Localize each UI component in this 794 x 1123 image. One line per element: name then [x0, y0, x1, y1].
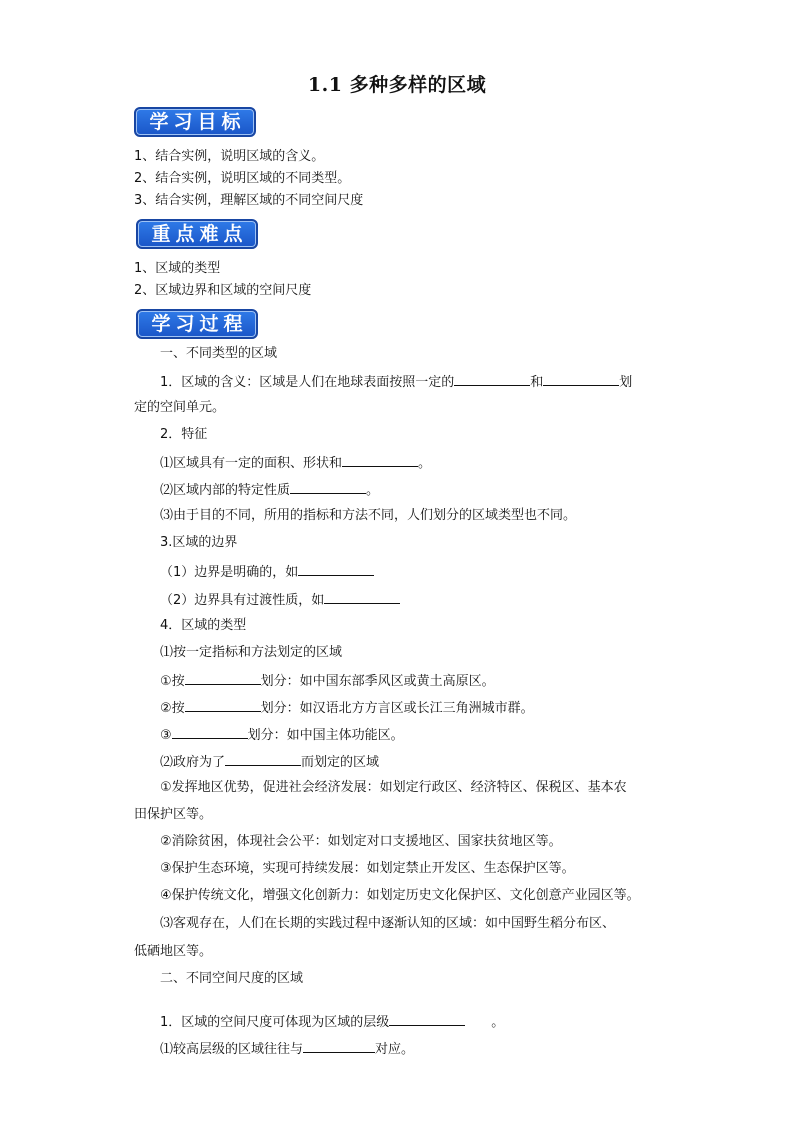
goal-item: 1、结合实例，说明区域的含义。 — [134, 149, 325, 164]
fill-blank[interactable] — [185, 672, 261, 685]
keypoint-item: 2、区域边界和区域的空间尺度 — [134, 283, 312, 298]
text-line: 3.区域的边界 — [160, 535, 238, 550]
fill-blank[interactable] — [225, 753, 301, 766]
fill-blank[interactable] — [342, 454, 418, 467]
goal-item: 3、结合实例，理解区域的不同空间尺度 — [134, 193, 364, 208]
text-line: ⑵区域内部的特定性质 。 — [160, 483, 380, 498]
page-title: 1.1 多种多样的区域 — [307, 74, 487, 96]
fill-blank[interactable] — [172, 726, 248, 739]
text-line: ②消除贫困，体现社会公平：如划定对口支援地区、国家扶贫地区等。 — [160, 834, 562, 849]
text-line: 田保护区等。 — [134, 807, 213, 822]
fill-blank[interactable] — [298, 563, 374, 576]
text-line: ①发挥地区优势，促进社会经济发展：如划定行政区、经济特区、保税区、基本农 — [160, 780, 627, 795]
fill-blank[interactable] — [290, 481, 366, 494]
section-badge-process: 学习过程 — [136, 309, 258, 339]
text-line: 定的空间单元。 — [134, 400, 226, 415]
goal-item: 2、结合实例，说明区域的不同类型。 — [134, 171, 351, 186]
text-line: 低硒地区等。 — [134, 944, 213, 959]
text-line: ①按 划分：如中国东部季风区或黄土高原区。 — [160, 674, 495, 689]
text-line: （1）边界是明确的，如 — [160, 563, 374, 581]
section-badge-goals: 学习目标 — [134, 107, 256, 137]
heading-1: 一、不同类型的区域 — [160, 346, 278, 361]
text-line: ③ 划分：如中国主体功能区。 — [160, 728, 404, 743]
text-line: 4．区域的类型 — [160, 618, 247, 633]
text-line: ⑶由于目的不同，所用的指标和方法不同，人们划分的区域类型也不同。 — [160, 508, 577, 523]
text-line: 2．特征 — [160, 427, 208, 442]
text-line: ④保护传统文化，增强文化创新力：如划定历史文化保护区、文化创意产业园区等。 — [160, 888, 640, 903]
text-line: （2）边界具有过渡性质，如 — [160, 591, 400, 609]
keypoint-item: 1、区域的类型 — [134, 261, 221, 276]
text-line: ⑴区域具有一定的面积、形状和 。 — [160, 456, 432, 471]
text-line: ⑴较高层级的区域往往与 对应。 — [160, 1042, 415, 1057]
text-line: 1．区域的含义：区域是人们在地球表面按照一定的 和 划 — [160, 375, 633, 390]
text-line: ③保护生态环境，实现可持续发展：如划定禁止开发区、生态保护区等。 — [160, 861, 575, 876]
text-line: 1．区域的空间尺度可体现为区域的层级 。 — [160, 1015, 505, 1030]
fill-blank[interactable] — [543, 373, 619, 386]
heading-2: 二、不同空间尺度的区域 — [160, 971, 304, 986]
text-line: ⑵政府为了 而划定的区域 — [160, 755, 380, 770]
text-line: ②按 划分：如汉语北方方言区或长江三角洲城市群。 — [160, 701, 534, 716]
text-line: ⑴按一定指标和方法划定的区域 — [160, 645, 343, 660]
fill-blank[interactable] — [389, 1013, 465, 1026]
fill-blank[interactable] — [185, 699, 261, 712]
fill-blank[interactable] — [303, 1040, 375, 1053]
fill-blank[interactable] — [324, 591, 400, 604]
section-badge-keypoints: 重点难点 — [136, 219, 258, 249]
text-line: ⑶客观存在，人们在长期的实践过程中逐渐认知的区域：如中国野生稻分布区、 — [160, 916, 616, 931]
fill-blank[interactable] — [454, 373, 530, 386]
